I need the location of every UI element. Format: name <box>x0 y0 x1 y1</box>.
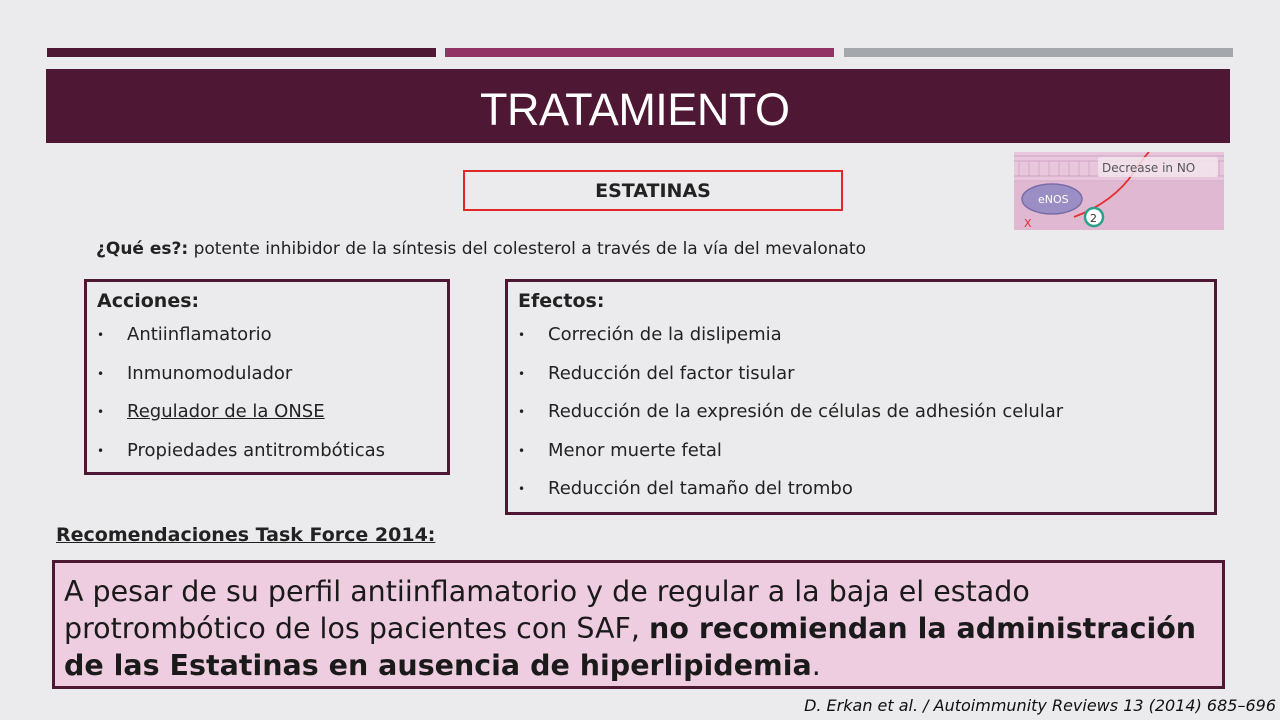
figure-label-enos: eNOS <box>1038 193 1069 206</box>
efectos-item-text: Reducción del factor tisular <box>548 362 795 384</box>
acciones-item-text: Antiinflamatorio <box>127 324 272 345</box>
efectos-item-text: Menor muerte fetal <box>548 439 722 461</box>
figure-label-decrease: Decrease in NO <box>1102 161 1196 175</box>
bullet-icon: • <box>518 405 526 419</box>
definition-label: ¿Qué es?: <box>96 239 189 259</box>
efectos-item-text: Correción de la dislipemia <box>548 324 782 345</box>
efectos-heading: Efectos: <box>518 290 605 312</box>
acciones-item-text: Inmunomodulador <box>127 362 293 384</box>
list-item <box>97 324 385 363</box>
definition-line <box>96 239 866 259</box>
definition-text: potente inhibidor de la síntesis del colesterol a través de la vía del mevalonato <box>188 239 866 259</box>
page-title: TRATAMIENTO <box>480 84 790 135</box>
recommendations-title: Recomendaciones Task Force 2014: <box>56 524 436 546</box>
section-label: ESTATINAS <box>463 170 843 211</box>
list-item <box>97 440 385 479</box>
acciones-list <box>97 324 385 478</box>
list-item <box>518 478 1063 517</box>
efectos-item-text: Reducción del tamaño del trombo <box>548 478 853 499</box>
list-item <box>97 363 385 402</box>
bullet-icon: • <box>97 443 105 458</box>
efectos-box <box>505 279 1217 515</box>
top-bar-dark <box>47 48 436 57</box>
recommendation-text: A pesar de su perfil antiinflamatorio y de regular a la baja el estado protrombótico de los pacientes con SAF, <box>64 575 1030 645</box>
list-item <box>518 401 1063 440</box>
efectos-list <box>518 324 1063 517</box>
recommendation-emphasis: no recomiendan la administración de las Estatinas en ausencia de hiperlipidemia <box>64 612 1197 682</box>
figure-label-x: X <box>1024 217 1032 230</box>
list-item <box>518 363 1063 402</box>
list-item <box>97 401 385 440</box>
enos-figure <box>1014 152 1224 230</box>
recommendations-box <box>52 560 1225 689</box>
bullet-icon: • <box>518 482 526 496</box>
acciones-box <box>84 279 450 475</box>
bullet-icon: • <box>97 405 105 419</box>
bullet-icon: • <box>518 328 526 342</box>
acciones-item-link[interactable]: Regulador de la ONSE <box>127 401 325 422</box>
bullet-icon: • <box>97 328 105 342</box>
acciones-heading: Acciones: <box>97 290 200 312</box>
bullet-icon: • <box>518 366 526 381</box>
bullet-icon: • <box>518 443 526 458</box>
efectos-item-text: Reducción de la expresión de células de adhesión celular <box>548 401 1064 422</box>
figure-label-number: 2 <box>1090 212 1097 225</box>
acciones-item-text: Propiedades antitrombóticas <box>127 439 386 461</box>
bullet-icon: • <box>97 366 105 381</box>
citation: D. Erkan et al. / Autoimmunity Reviews 13 (2014) 685–696 <box>804 696 1276 715</box>
top-bar-mid <box>445 48 834 57</box>
recommendation-end: . <box>811 649 821 682</box>
list-item <box>518 440 1063 479</box>
list-item <box>518 324 1063 363</box>
top-bar-gray <box>844 48 1233 57</box>
